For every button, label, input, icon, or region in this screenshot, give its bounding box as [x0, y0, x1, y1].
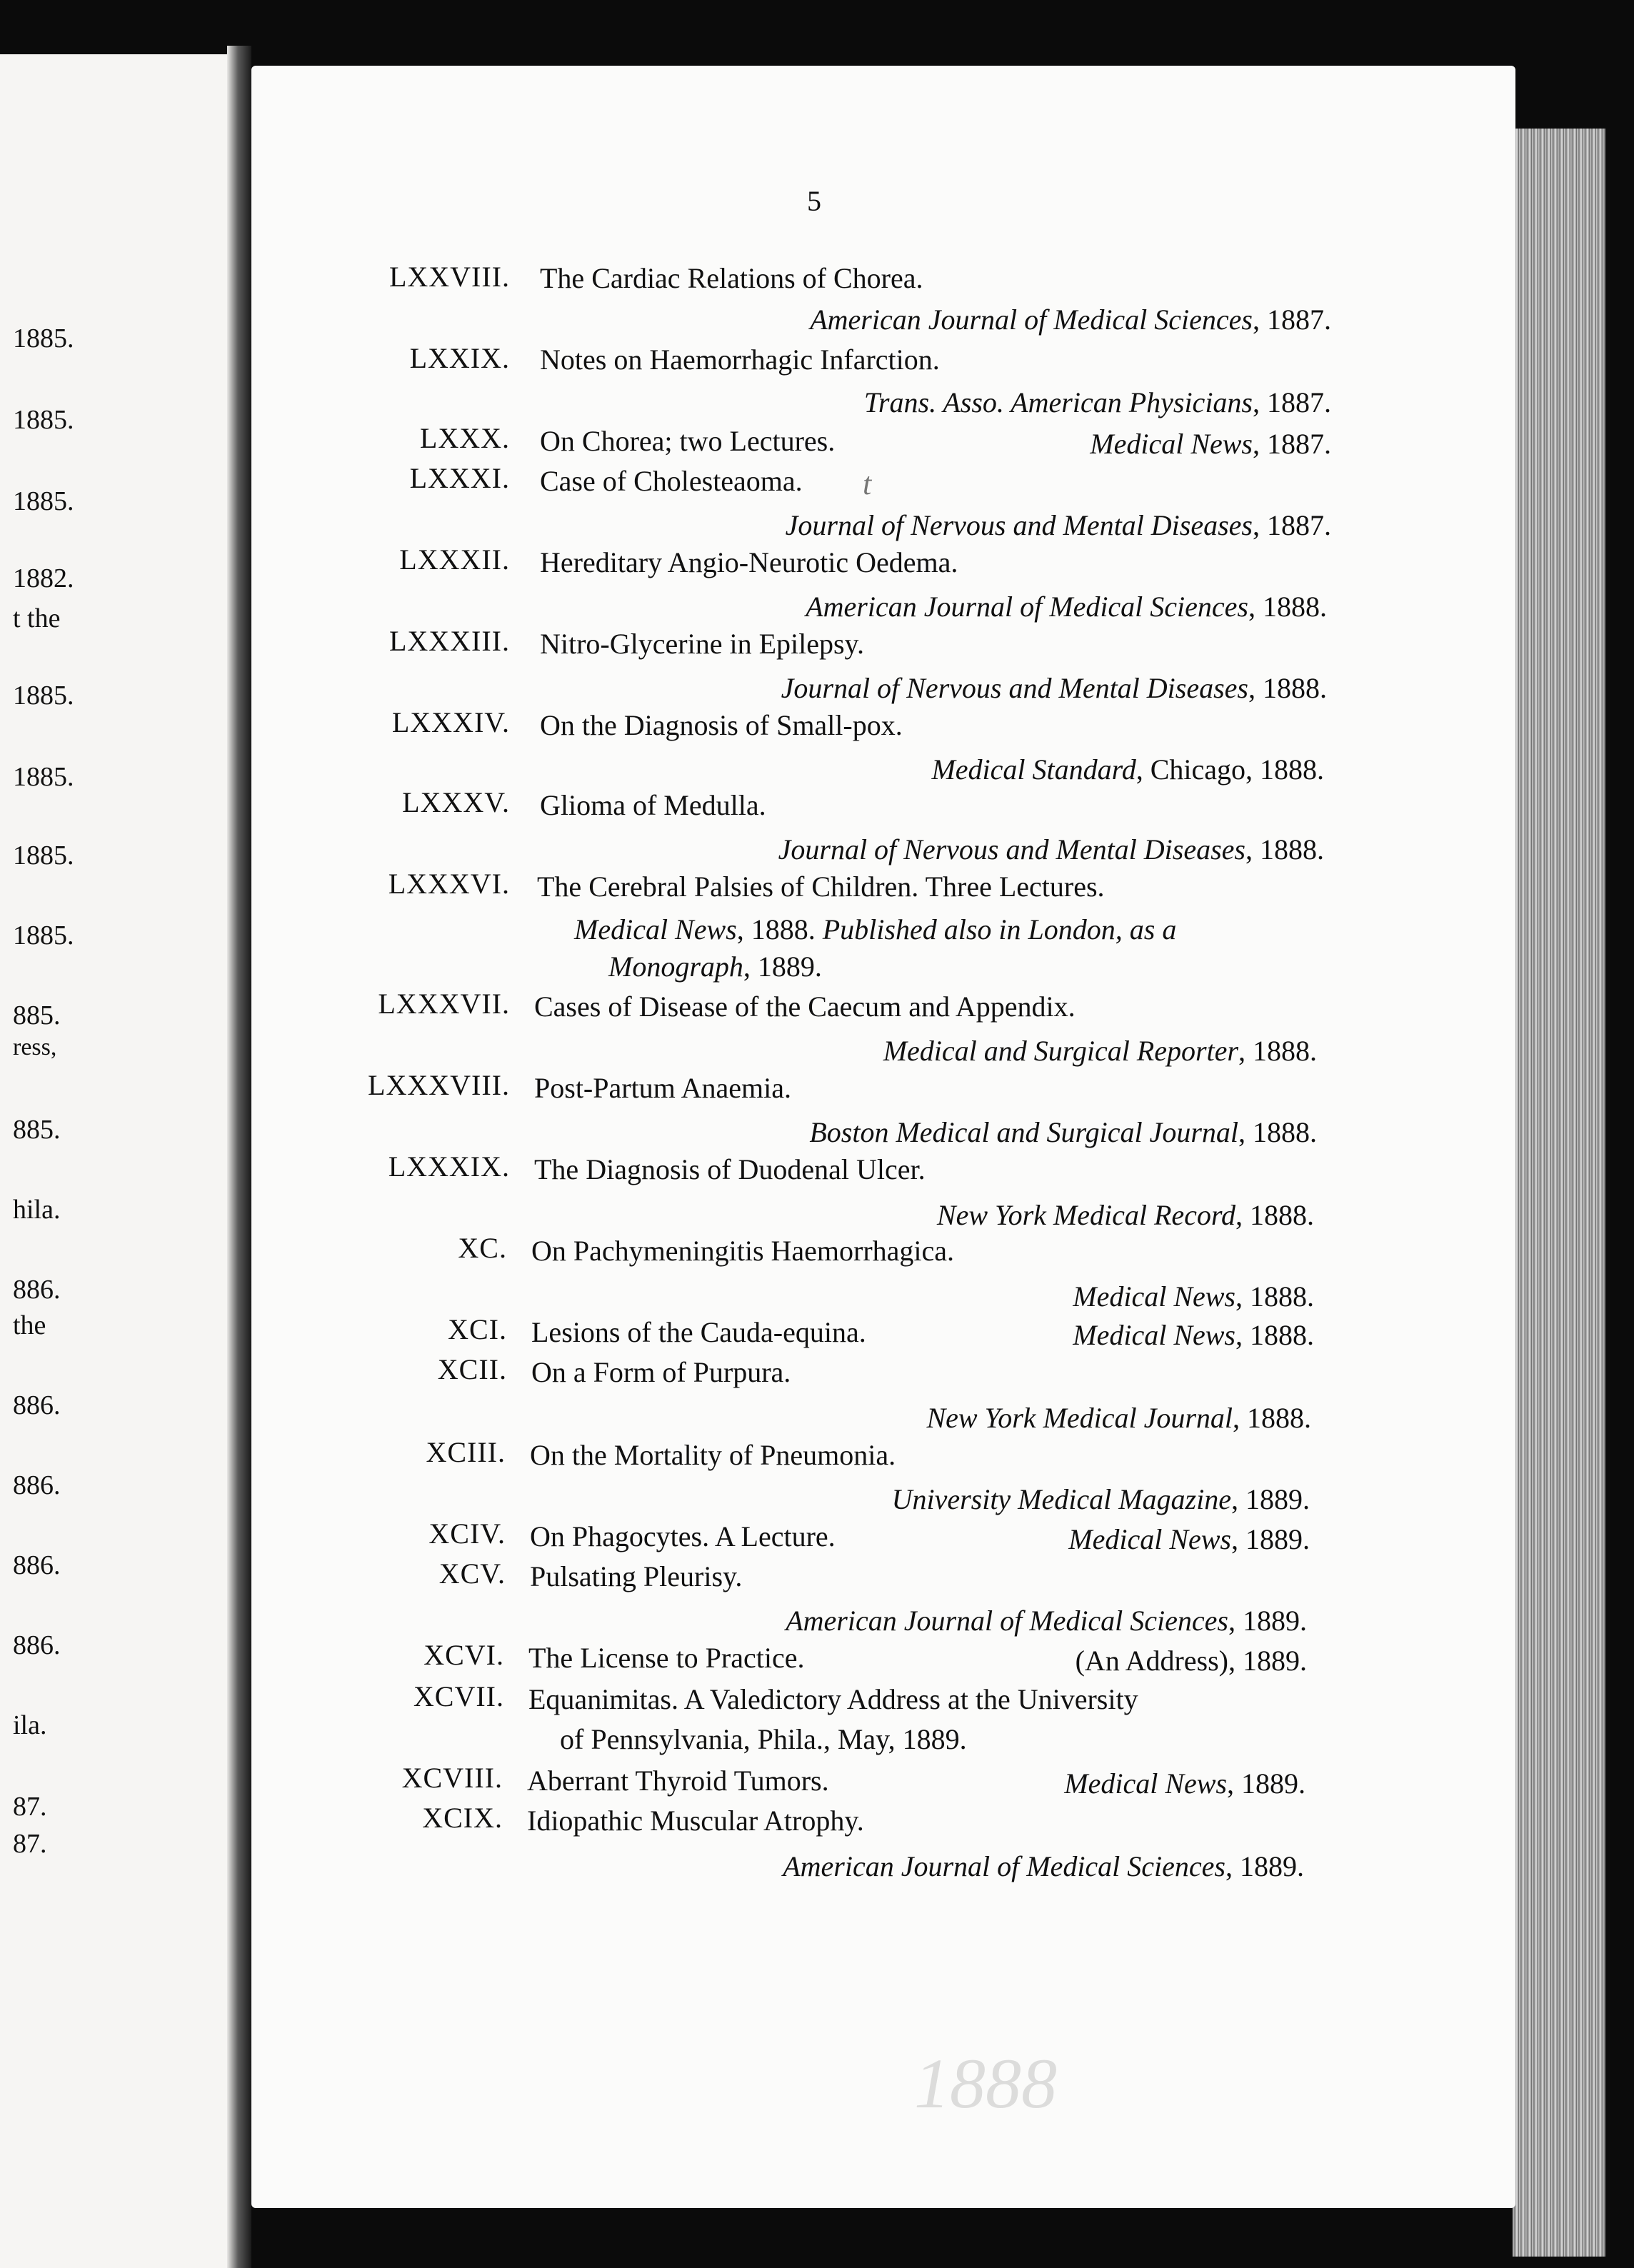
- left-fragment: 1882.: [13, 563, 74, 593]
- left-fragment: t the: [13, 603, 61, 633]
- entry-title: On Chorea; two Lectures.: [540, 425, 836, 457]
- left-fragment: 1885.: [13, 841, 74, 870]
- entry-source: American Journal of Medical Sciences, 1887.: [810, 303, 1331, 336]
- left-fragment: 885.: [13, 1000, 61, 1030]
- handwritten-annotation: t: [863, 466, 872, 501]
- entry-source: Trans. Asso. American Physicians, 1887.: [863, 386, 1331, 418]
- entry-number: LXXXVII.: [378, 988, 510, 1020]
- left-fragment: 886.: [13, 1630, 61, 1660]
- entry-number: LXXX.: [419, 422, 510, 454]
- left-fragment: ila.: [13, 1710, 47, 1740]
- entry-source: Medical News, 1889.: [1068, 1523, 1310, 1555]
- entry-title: Glioma of Medulla.: [540, 789, 766, 821]
- left-fragment: 1885.: [13, 405, 74, 435]
- entry-title: The Diagnosis of Duodenal Ulcer.: [534, 1153, 926, 1185]
- left-fragment: 886.: [13, 1470, 61, 1500]
- entry-number: XCVI.: [423, 1639, 504, 1671]
- entry-title: Notes on Haemorrhagic Infarction.: [540, 343, 940, 376]
- left-fragment: 886.: [13, 1550, 61, 1580]
- left-fragment: 1885.: [13, 920, 74, 950]
- entry-number: LXXIX.: [409, 342, 510, 374]
- entry-source: Boston Medical and Surgical Journal, 1888.: [809, 1116, 1317, 1148]
- entry-title: The Cardiac Relations of Chorea.: [540, 262, 923, 294]
- entry-number: LXXXII.: [399, 543, 510, 576]
- entry-title: The License to Practice.: [528, 1642, 805, 1674]
- left-fragment: 1885.: [13, 681, 74, 711]
- entry-number: XCIV.: [428, 1517, 506, 1550]
- left-fragment: 1885.: [13, 486, 74, 516]
- entry-number: LXXXIII.: [389, 625, 510, 657]
- entry-source: Journal of Nervous and Mental Diseases, 1887.: [785, 509, 1331, 541]
- entry-source-continued: Monograph, 1889.: [608, 950, 822, 983]
- page-number: 5: [807, 185, 821, 217]
- entry-title: On the Mortality of Pneumonia.: [530, 1439, 896, 1471]
- entry-source: New York Medical Record, 1888.: [936, 1199, 1314, 1231]
- entry-title: Aberrant Thyroid Tumors.: [527, 1765, 829, 1797]
- entry-number: XCVII.: [413, 1680, 504, 1712]
- left-fragment: hila.: [13, 1195, 61, 1225]
- entry-title-continued: of Pennsylvania, Phila., May, 1889.: [560, 1723, 967, 1755]
- page-edges: [1513, 129, 1605, 2257]
- entry-source: (An Address), 1889.: [1075, 1645, 1307, 1677]
- left-fragment: 886.: [13, 1275, 61, 1305]
- book-gutter: [227, 46, 251, 2268]
- left-fragment: 885.: [13, 1115, 61, 1145]
- entry-number: XCI.: [448, 1313, 507, 1345]
- entry-source: Medical News, 1888. Published also in London, as a: [574, 913, 1177, 945]
- entry-number: XCV.: [438, 1557, 506, 1590]
- left-fragment: the: [13, 1310, 46, 1340]
- entry-source: Medical News, 1888.: [1073, 1319, 1314, 1351]
- entry-title: Pulsating Pleurisy.: [530, 1560, 743, 1592]
- entry-number: XC.: [458, 1232, 507, 1264]
- entry-source: Medical News, 1889.: [1064, 1767, 1305, 1800]
- entry-source: Medical Standard, Chicago, 1888.: [931, 753, 1324, 786]
- entry-source: New York Medical Journal, 1888.: [926, 1402, 1311, 1434]
- entry-source: Journal of Nervous and Mental Diseases, 1888.: [781, 672, 1327, 704]
- entry-source: University Medical Magazine, 1889.: [891, 1483, 1310, 1515]
- left-fragment: 886.: [13, 1390, 61, 1420]
- entry-title: On the Diagnosis of Small-pox.: [540, 709, 903, 741]
- left-fragment: 87.: [13, 1792, 47, 1822]
- entry-title: Post-Partum Anaemia.: [534, 1072, 791, 1104]
- left-page: [0, 54, 227, 2268]
- left-fragment: 1885.: [13, 762, 74, 792]
- entry-title: Equanimitas. A Valedictory Address at the University: [528, 1683, 1138, 1715]
- left-fragment: 87.: [13, 1829, 47, 1859]
- entry-source: Medical and Surgical Reporter, 1888.: [883, 1035, 1317, 1067]
- left-fragment: 1885.: [13, 323, 74, 353]
- entry-number: LXXXV.: [402, 786, 510, 818]
- entry-title: On Phagocytes. A Lecture.: [530, 1520, 836, 1552]
- entry-source: Medical News, 1888.: [1073, 1280, 1314, 1313]
- entry-number: XCIII.: [426, 1436, 506, 1468]
- entry-number: XCVIII.: [401, 1762, 503, 1794]
- entry-source: American Journal of Medical Sciences, 1888.: [806, 591, 1327, 623]
- entry-source: American Journal of Medical Sciences, 1889.: [786, 1605, 1307, 1637]
- entry-title: Cases of Disease of the Caecum and Appendix.: [534, 990, 1076, 1023]
- entry-number: LXXXI.: [409, 462, 510, 494]
- entry-title: Hereditary Angio-Neurotic Oedema.: [540, 546, 958, 578]
- entry-number: LXXXVI.: [388, 868, 510, 900]
- entry-source: American Journal of Medical Sciences, 1889.: [783, 1850, 1304, 1882]
- entry-title: On a Form of Purpura.: [531, 1356, 791, 1388]
- entry-number: LXXVIII.: [389, 261, 510, 293]
- entry-title: Nitro-Glycerine in Epilepsy.: [540, 628, 864, 660]
- entry-number: LXXXIV.: [391, 706, 510, 738]
- entry-title: Case of Cholesteaoma.: [540, 465, 803, 497]
- entry-number: LXXXIX.: [388, 1150, 510, 1183]
- entry-title: Lesions of the Cauda-equina.: [531, 1316, 866, 1348]
- entry-number: XCII.: [437, 1353, 507, 1385]
- entry-number: XCIX.: [422, 1802, 503, 1834]
- entry-source: Journal of Nervous and Mental Diseases, 1888.: [778, 833, 1324, 865]
- left-fragment: ress,: [13, 1034, 57, 1060]
- entry-number: LXXXVIII.: [368, 1069, 510, 1101]
- pencil-annotation: 1888: [914, 2044, 1057, 2123]
- entry-title: Idiopathic Muscular Atrophy.: [527, 1805, 864, 1837]
- entry-title: On Pachymeningitis Haemorrhagica.: [531, 1235, 955, 1267]
- entry-title: The Cerebral Palsies of Children. Three Lectures.: [537, 870, 1105, 903]
- entry-source: Medical News, 1887.: [1090, 428, 1331, 460]
